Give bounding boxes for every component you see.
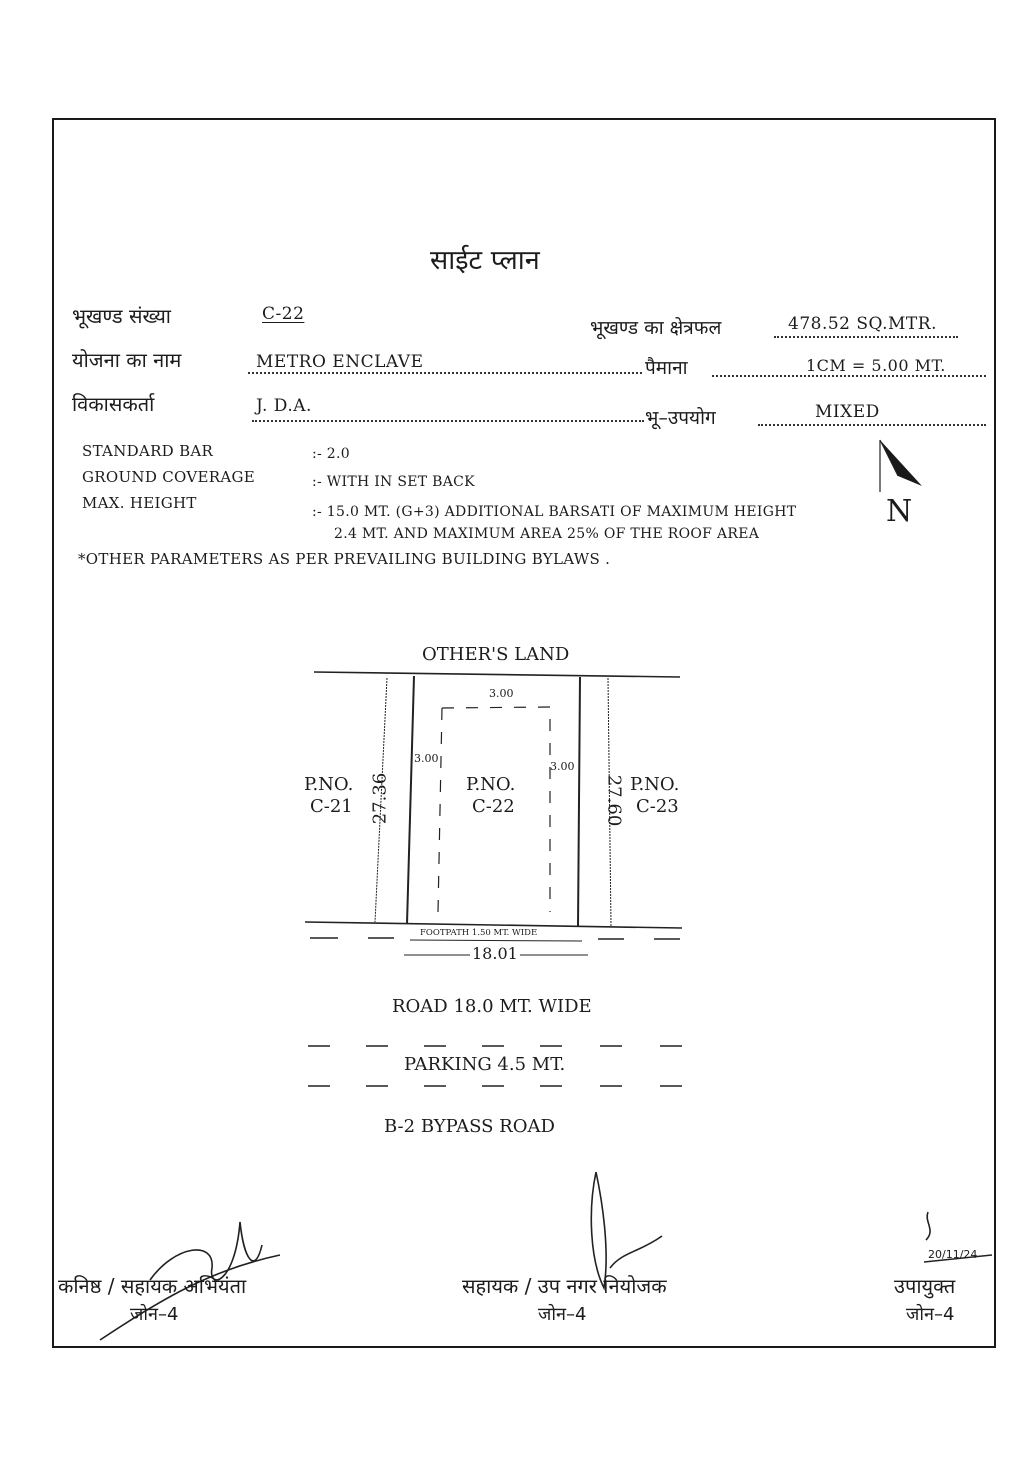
others-land-label: OTHER'S LAND <box>422 644 570 665</box>
plot-c22-line2: C-22 <box>472 796 515 817</box>
bypass-road-label: B-2 BYPASS ROAD <box>384 1116 555 1137</box>
param-value-ground-coverage: :- WITH IN SET BACK <box>312 474 475 490</box>
road-dashes-top <box>310 938 680 939</box>
parking-label: PARKING 4.5 MT. <box>404 1054 566 1075</box>
scheme-label: योजना का नाम <box>72 348 182 372</box>
land-use-value: MIXED <box>815 402 880 422</box>
signature-right-date: 20/11/24 <box>928 1248 978 1261</box>
north-arrow-icon <box>880 440 922 492</box>
width-dimension: 18.01 <box>472 944 518 963</box>
setback-left-dimension: 3.00 <box>414 752 439 765</box>
signature-right-title: उपायुक्त <box>894 1274 956 1298</box>
road-label: ROAD 18.0 MT. WIDE <box>392 996 592 1017</box>
setback-right-dimension: 3.00 <box>550 760 575 773</box>
param-value-max-height: :- 15.0 MT. (G+3) ADDITIONAL BARSATI OF MAXIMUM HEIGHT <box>312 504 797 520</box>
developer-value: J. D.A. <box>256 396 312 416</box>
north-label: N <box>886 494 913 529</box>
scale-value: 1CM = 5.00 MT. <box>806 356 946 375</box>
signature-center-title: सहायक / उप नगर नियोजक <box>462 1274 667 1298</box>
param-label-ground-coverage: GROUND COVERAGE <box>82 468 255 486</box>
plot-c22-line1: P.NO. <box>466 774 516 795</box>
param-label-standard-bar: STANDARD BAR <box>82 442 214 460</box>
param-label-max-height: MAX. HEIGHT <box>82 494 197 512</box>
plot-no-value: C-22 <box>262 304 305 324</box>
plot-no-label: भूखण्ड संख्या <box>72 304 171 328</box>
signature-center <box>591 1172 662 1288</box>
site-plan-drawing <box>305 672 682 1086</box>
param-value-max-height-cont: 2.4 MT. AND MAXIMUM AREA 25% OF THE ROOF AREA <box>334 526 760 542</box>
right-depth-dimension: 27.60 <box>603 774 625 827</box>
setback-line-left <box>438 708 442 912</box>
page-title: साईट प्लान <box>430 245 540 276</box>
signature-left-zone: जोन–4 <box>130 1304 179 1325</box>
signature-center-zone: जोन–4 <box>538 1304 587 1325</box>
param-value-standard-bar: :- 2.0 <box>312 446 350 462</box>
plot-c21-line2: C-21 <box>310 796 353 817</box>
setback-top-dimension: 3.00 <box>489 687 514 700</box>
left-depth-dimension: 27.36 <box>369 772 391 825</box>
footpath-line <box>410 940 582 941</box>
signature-left-title: कनिष्ठ / सहायक अभियंता <box>58 1274 247 1298</box>
plot-c23-line2: C-23 <box>636 796 679 817</box>
bylaws-note: *OTHER PARAMETERS AS PER PREVAILING BUILDING BYLAWS . <box>78 550 611 568</box>
signature-right-zone: जोन–4 <box>906 1304 955 1325</box>
plot-c21-line1: P.NO. <box>304 774 354 795</box>
scheme-value: METRO ENCLAVE <box>256 352 424 372</box>
rear-boundary-line <box>314 672 680 677</box>
plot-right-boundary <box>578 677 580 927</box>
scale-label: पैमाना <box>645 357 688 379</box>
developer-label: विकासकर्ता <box>72 392 155 416</box>
footpath-label: FOOTPATH 1.50 MT. WIDE <box>420 928 538 938</box>
plot-area-value: 478.52 SQ.MTR. <box>788 314 937 334</box>
plot-c23-line1: P.NO. <box>630 774 680 795</box>
land-use-label: भू–उपयोग <box>645 407 716 429</box>
plot-area-label: भूखण्ड का क्षेत्रफल <box>590 317 722 339</box>
plot-left-boundary <box>407 676 414 924</box>
